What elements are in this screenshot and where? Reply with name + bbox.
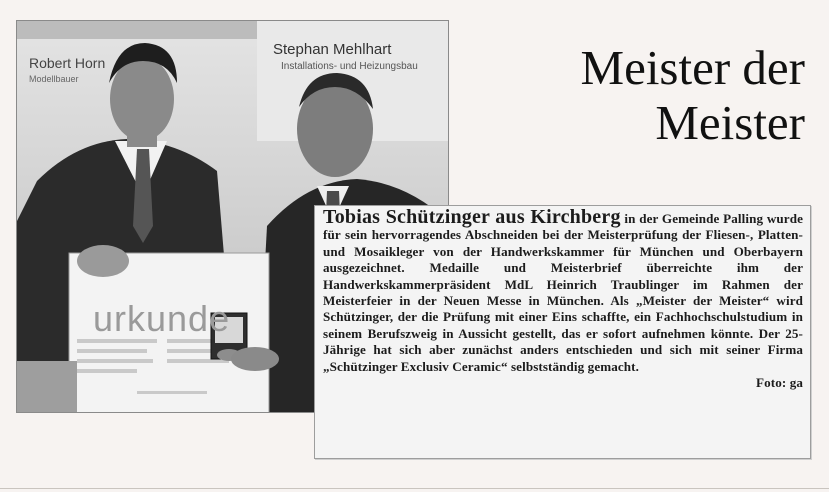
article-text-box	[314, 205, 811, 459]
name-plate-left	[29, 55, 105, 87]
article-lead: Tobias Schützinger aus Kirchberg	[323, 206, 621, 228]
name-left-subtitle: Modellbauer	[29, 74, 79, 84]
name-right-subtitle: Installations- und Heizungsbau	[281, 61, 418, 72]
name-right-text: Stephan Mehlhart	[273, 41, 392, 58]
photo-credit: Foto: ga	[756, 375, 803, 391]
bottom-divider	[0, 488, 829, 489]
name-left-text: Robert Horn	[29, 55, 106, 71]
certificate-word: urkunde	[93, 298, 231, 339]
headline	[581, 40, 806, 150]
headline-line-1: Meister der	[580, 40, 805, 95]
headline-line-2: Meister	[655, 95, 805, 150]
article-body: in der Gemeinde Palling wurde für sein hervorragendes Abschneiden bei der Meisterprüfung der Fliesen-, Platten- und Mosaikleger von der Handwerkskammer für München und Oberbayern ausgezeichnet. Medaille und Meisterbrief überreichte ihm der Handwerkskammerpräsident MdL Heinrich Traublinger im Rahmen der Meisterfeier in der Neuen Messe in München. Als „Meister der Meister“ wird Schützinger, der die Prüfung mit einer Eins schaffte, ein Fachhochschulstudium in seinem Berufszweig in Aussicht gestellt, das er sofort aufnehmen könnte. Der 25-Jährige hat sich aber zunächst anders entschieden und sich mit seiner Firma „Schützinger Exclusiv Ceramic“ selbstständig gemacht.	[323, 211, 803, 374]
name-plate-right	[273, 41, 418, 75]
